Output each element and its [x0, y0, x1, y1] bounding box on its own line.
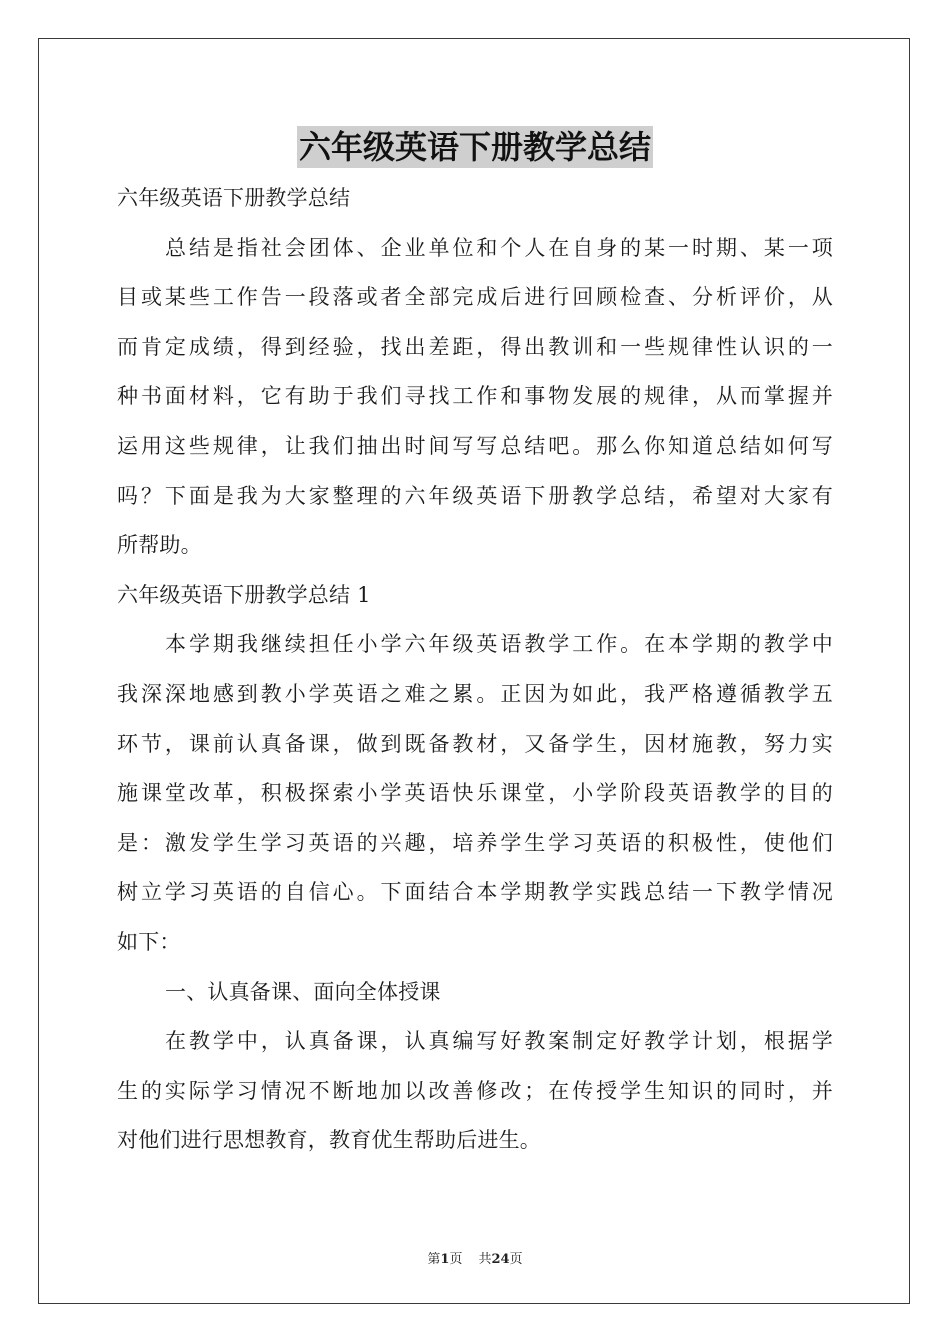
paragraph-line: 种书面材料，它有助于我们寻找工作和事物发展的规律，从而掌握并 — [117, 384, 833, 409]
paragraph-line: 目或某些工作告一段落或者全部完成后进行回顾检查、分析评价，从 — [117, 285, 833, 310]
paragraph-line: 我深深地感到教小学英语之难之累。正因为如此，我严格遵循教学五 — [117, 681, 833, 706]
document-body — [117, 174, 833, 1166]
total-prefix: 共 — [478, 1252, 492, 1267]
document-title: 六年级英语下册教学总结 — [298, 128, 651, 166]
subsection-heading: 一、认真备课、面向全体授课 — [165, 979, 441, 1004]
paragraph-line: 如下： — [117, 929, 181, 954]
page-suffix: 页 — [449, 1252, 463, 1267]
page-footer — [0, 1248, 950, 1267]
page-number: 1 — [440, 1252, 450, 1267]
paragraph-line: 运用这些规律，让我们抽出时间写写总结吧。那么你知道总结如何写 — [117, 433, 833, 458]
paragraph-line: 本学期我继续担任小学六年级英语教学工作。在本学期的教学中 — [165, 632, 833, 657]
page-prefix: 第 — [427, 1252, 441, 1267]
total-pages: 24 — [491, 1252, 510, 1267]
paragraph-line: 所帮助。 — [117, 533, 202, 558]
paragraph-line: 树立学习英语的自信心。下面结合本学期教学实践总结一下教学情况 — [117, 880, 833, 905]
paragraph-line: 总结是指社会团体、企业单位和个人在自身的某一时期、某一项 — [165, 235, 833, 260]
paragraph-line: 环节，课前认真备课，做到既备教材，又备学生，因材施教，努力实 — [117, 731, 833, 756]
paragraph-line: 在教学中，认真备课，认真编写好教案制定好教学计划，根据学 — [165, 1029, 833, 1054]
paragraph-line: 而肯定成绩，得到经验，找出差距，得出教训和一些规律性认识的一 — [117, 334, 833, 359]
section-heading: 六年级英语下册教学总结 1 — [117, 582, 371, 607]
paragraph-line: 吗？下面是我为大家整理的六年级英语下册教学总结，希望对大家有 — [117, 483, 833, 508]
paragraph-line: 是：激发学生学习英语的兴趣，培养学生学习英语的积极性，使他们 — [117, 830, 833, 855]
title-container — [0, 126, 950, 168]
total-suffix: 页 — [509, 1252, 523, 1267]
section-heading: 六年级英语下册教学总结 — [117, 186, 351, 210]
paragraph-line: 对他们进行思想教育，教育优生帮助后进生。 — [117, 1128, 541, 1153]
paragraph-line: 生的实际学习情况不断地加以改善修改；在传授学生知识的同时，并 — [117, 1078, 833, 1103]
paragraph-line: 施课堂改革，积极探索小学英语快乐课堂，小学阶段英语教学的目的 — [117, 781, 833, 806]
